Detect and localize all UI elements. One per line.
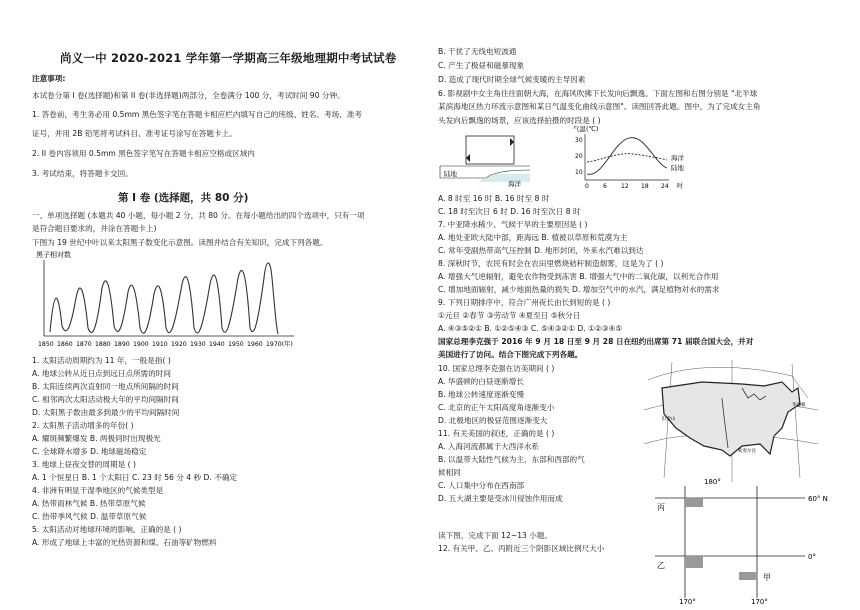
svg-text:18: 18 xyxy=(641,183,649,190)
page-title: 尚义一中 2020-2021 学年第一学期高三年级地理期中考试试卷 xyxy=(60,51,397,65)
series-land: 陆地 xyxy=(671,164,684,172)
section-intro: 一、单项选择题 (本题共 40 小题，每小题 2 分，共 80 分。在每小题给出的四个选项中，只有一项 xyxy=(32,211,365,220)
shaded-region-jia xyxy=(739,572,757,580)
sunspot-xtick: 1940 xyxy=(209,341,225,348)
answer-option: D. 太阳黑子数由最多到最少的平均间隔时间 xyxy=(32,408,180,417)
sunspot-xticks xyxy=(38,340,293,348)
answer-option: C. 热带季风气候 D. 温带草原气候 xyxy=(32,512,147,521)
sunspot-xtick: 1970(年) xyxy=(266,341,293,348)
city-label: 新奥尔良 xyxy=(738,449,756,454)
answer-option: 候相同 xyxy=(438,468,461,477)
answer-option: C. 相邻两次太阳活动极大年的平均间隔时间 xyxy=(32,395,179,404)
notice-line: 本试卷分第 I 卷(选择题)和第 II 卷(非选择题)两部分，全卷满分 100 分，考试时间 90 分钟。 xyxy=(32,91,345,100)
city-label: 华盛顿 xyxy=(792,403,806,408)
sunspot-xtick: 1960 xyxy=(247,341,263,348)
sunspot-xtick: 1850 xyxy=(38,341,54,348)
section-intro: 下图为 19 世纪中叶以来太阳黑子数变化示意图。读图并结合有关知识，完成下列各题。 xyxy=(32,238,328,247)
circulation-diagram xyxy=(438,128,533,188)
notice-line: 3. 考试结束，将答题卡交回。 xyxy=(32,169,133,178)
sea-curve xyxy=(587,154,667,162)
answer-option: C. 产生了极昼和磁暴现象 xyxy=(438,61,525,70)
question-line: 4. 非洲有明显干湿季地区的气候类型是 xyxy=(32,486,164,495)
sunspot-xtick: 1910 xyxy=(152,341,168,348)
sunspot-curve xyxy=(50,263,278,334)
answer-option: A. 华盛顿的白昼逐渐增长 xyxy=(438,377,524,386)
passage-line: 国家总理李克强于 2016 年 9 月 18 日至 9 月 28 日在纽约出席第 71 届联合国大会，并对 xyxy=(438,337,754,346)
section-intro: 是符合题目要求的，并涂在答题卡上) xyxy=(32,224,157,233)
answer-option: C. 北京的正午太阳高度角逐渐变小 xyxy=(438,403,555,412)
sunspot-xtick: 1880 xyxy=(95,341,111,348)
question-line: 2. 太阳黑子活动增多的年份( ) xyxy=(32,421,134,430)
answer-option: A. 1 个恒星日 B. 1 个太阳日 C. 23 时 56 分 4 秒 D. 不确定 xyxy=(32,473,237,482)
svg-text:0°: 0° xyxy=(808,553,816,561)
svg-text:乙: 乙 xyxy=(657,561,665,570)
passage-line: 美国进行了访问。结合下图完成下列各题。 xyxy=(438,350,583,359)
answer-option: D. 五大湖主要是受冰川侵蚀作用而成 xyxy=(438,494,563,503)
question-line: 5. 太阳活动对地球环境的影响，正确的是 ( ) xyxy=(32,525,182,534)
svg-text:时: 时 xyxy=(677,183,684,190)
notice-line: 2. II 卷内容须用 0.5mm 黑色签字笔写在答题卡相应空格或区域内 xyxy=(32,149,255,158)
city-label: 旧金山 xyxy=(662,417,676,422)
sunspot-ylabel: 黑子相对数 xyxy=(36,251,71,259)
passage-line: 读下图，完成下面 12~13 小题。 xyxy=(438,531,553,540)
svg-text:170°: 170° xyxy=(679,598,696,606)
notice-line: 证号，并用 2B 铅笔将考试科目、准考证号涂写在答题卡上。 xyxy=(32,129,237,138)
question-line: 7. 中亚降水稀少、气候干旱的主要原因是 ( ) xyxy=(438,220,588,229)
question-line: 8. 深秋时节，农民有时会在农田里燃烧秸秆制造烟雾，这是为了 ( ) xyxy=(438,259,664,268)
answer-option: B. 地球公转速度逐渐变慢 xyxy=(438,390,524,399)
svg-text:6: 6 xyxy=(603,183,607,190)
question-line: 11. 有关美国的叙述，正确的是 ( ) xyxy=(438,429,555,438)
answer-option: A. 热带雨林气候 B. 热带草原气候 xyxy=(32,499,146,508)
notice-heading: 注意事项: xyxy=(32,74,66,83)
answer-option: A. 8 时至 16 时 B. 16 时至 8 时 xyxy=(438,194,550,203)
question-line: 3. 地球上昼夜交替的周期是 ( ) xyxy=(32,460,136,469)
sunspot-xtick: 1870 xyxy=(76,341,92,348)
sunspot-xtick: 1930 xyxy=(190,341,206,348)
answer-option: A. 增强大气逆辐射，避免农作物受到冻害 B. 增强大气中的二氧化碳，以利光合作用 xyxy=(438,272,719,281)
svg-text:0: 0 xyxy=(585,183,589,190)
question-line: 6. 影视剧中女主角往往面朝大海，在海风吹拂下长发向后飘逸。下面左图和右图分别是 "北半球 xyxy=(438,89,758,98)
question-line: 1. 太阳活动周期约为 11 年，一般是指( ) xyxy=(32,356,171,365)
land-curve xyxy=(587,138,667,175)
section-heading: 第 Ⅰ 卷 (选择题，共 80 分) xyxy=(118,192,249,204)
question-line: 9. 下列日期排序中，符合广州夜长由长到短的是 ( ) xyxy=(438,298,611,307)
answer-option: A. 地处亚欧大陆中部，距海远 B. 植被以草原和荒漠为主 xyxy=(438,233,628,242)
sunspot-xtick: 1860 xyxy=(57,341,73,348)
answer-option: C. 人口集中分布在西南部 xyxy=(438,481,525,490)
shaded-region-bing xyxy=(685,498,703,507)
svg-text:丙: 丙 xyxy=(657,503,665,512)
svg-text:60° N: 60° N xyxy=(808,495,828,503)
answer-option: A. 耀斑频繁爆发 B. 两极同时出现极光 xyxy=(32,434,161,443)
answer-option: D. 北极地区的极昼范围逐渐变大 xyxy=(438,416,548,425)
svg-text:170°: 170° xyxy=(751,598,768,606)
temp-ylabel: 气温(℃) xyxy=(573,125,599,133)
svg-text:12: 12 xyxy=(621,183,629,190)
series-sea: 海洋 xyxy=(671,154,684,162)
question-line: 头发向后飘逸的场景，应该选择拍摄的时段是 ( ) xyxy=(438,116,601,125)
answer-option: C. 增加地面辐射，减少地面热量的损失 D. 增加空气中的水汽，满足植物对水的需求 xyxy=(438,285,720,294)
answer-option: A. 地球公转从近日点到远日点所需的时间 xyxy=(32,369,171,378)
svg-text:甲: 甲 xyxy=(763,573,771,582)
sunspot-xtick: 1890 xyxy=(114,341,130,348)
notice-line: 1. 答卷前，考生务必用 0.5mm 黑色签字笔在答题卡相应栏内填写自己的班级、姓名、考场、准考 xyxy=(32,110,362,119)
answer-option: A. 入海河流都属于大西洋水系 xyxy=(438,442,540,451)
answer-option: C. 全球降水增多 D. 地球磁场稳定 xyxy=(32,447,147,456)
question-line: 12. 有关甲、乙、丙附近三个阴影区域比例尺大小 xyxy=(438,544,605,553)
question-line: 10. 国家总理李克强在访美期间 ( ) xyxy=(438,364,555,373)
temperature-chart xyxy=(573,124,703,192)
answer-option: B. 干扰了无线电短波通 xyxy=(438,47,517,56)
us-map xyxy=(642,358,822,486)
answer-option: C. 常年受副热带高气压控制 D. 地形封闭，外来水汽难以到达 xyxy=(438,246,644,255)
answer-option: A. ④③⑤②① B. ①②⑤④③ C. ⑤④③②① D. ①②③④⑤ xyxy=(438,324,623,333)
question-line: 某滨海地区热力环流示意图和某日气温变化曲线示意图"。读图回答此题。图中，为了完成女主角 xyxy=(438,102,761,111)
answer-option: D. 造成了现代时期全球气候变暖的主导因素 xyxy=(438,75,586,84)
svg-text:10: 10 xyxy=(575,169,583,176)
sunspot-xtick: 1900 xyxy=(133,341,149,348)
grid-map xyxy=(655,486,835,606)
answer-option: C. 18 时至次日 6 时 D. 16 时至次日 8 时 xyxy=(438,207,581,216)
shaded-region-yi xyxy=(685,556,703,568)
sunspot-xtick: 1950 xyxy=(228,341,244,348)
answer-option: B. 太阳连续两次直射同一地点所间隔的时间 xyxy=(32,382,179,391)
answer-option: A. 形成了地球上丰富的光热资源和煤、石油等矿物燃料 xyxy=(32,538,217,547)
svg-text:24: 24 xyxy=(661,183,669,190)
answer-option: ①元旦 ②春节 ③劳动节 ④夏至日 ⑤秋分日 xyxy=(438,311,581,320)
sunspot-chart xyxy=(32,248,302,353)
longitude-label: 180° xyxy=(704,478,721,486)
answer-option: B. 以温带大陆性气候为主，东部和西部的气 xyxy=(438,455,585,464)
svg-text:30: 30 xyxy=(575,137,583,144)
svg-text:20: 20 xyxy=(575,153,583,160)
sunspot-xtick: 1920 xyxy=(171,341,187,348)
land-label: 陆地 xyxy=(444,170,457,178)
sea-label: 海洋 xyxy=(508,180,521,188)
